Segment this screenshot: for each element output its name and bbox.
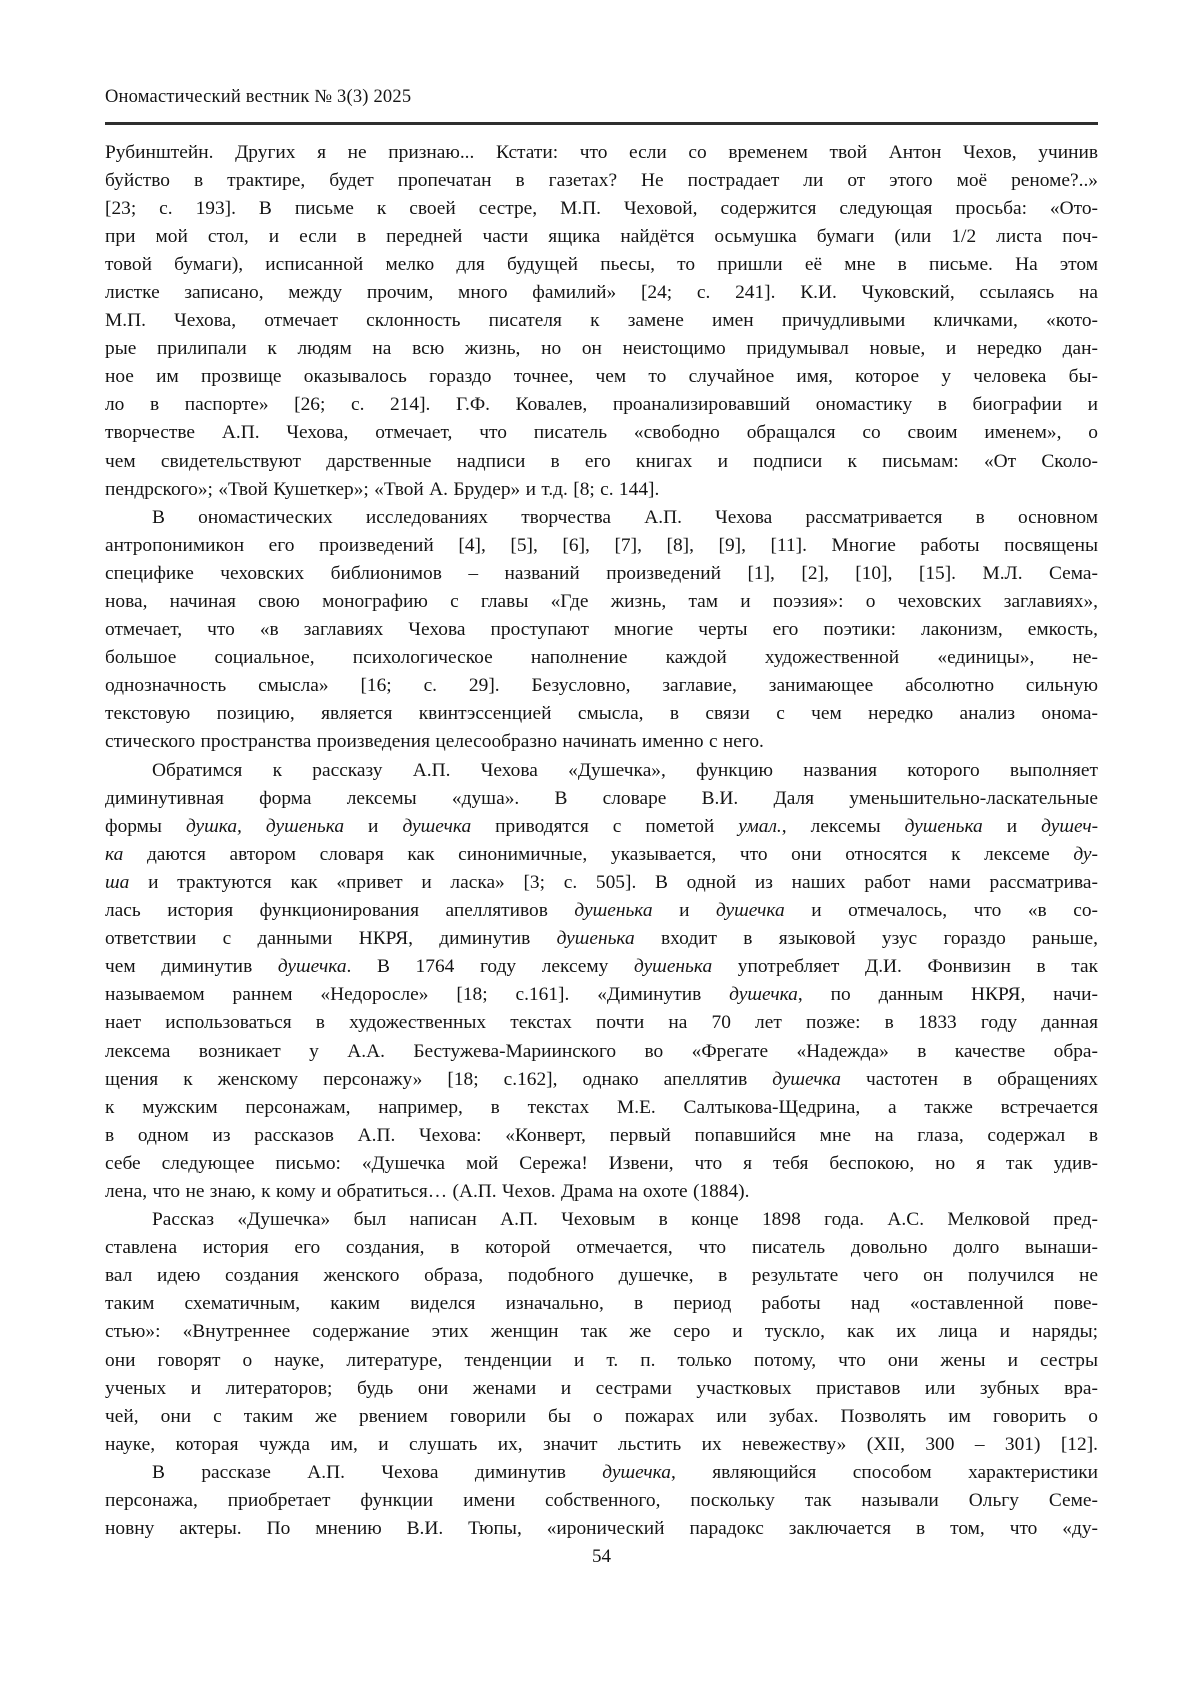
text-line: однозначность смысла» [16; с. 29]. Безусловно, заглавие, занимающее абсолютно сильную (105, 675, 1098, 697)
text-line: стического пространства произведения целесообразно начинать именно с него. (105, 731, 764, 753)
text-line: ответствии с данными НКРЯ, диминутив душенька входит в языковой узус гораздо раньше, (105, 928, 1098, 950)
text-line: специфике чеховских библионимов – названий произведений [1], [2], [10], [15]. М.Л. Сема- (105, 562, 1098, 584)
text-line: нова, начиная свою монографию с главы «Где жизнь, там и поэзия»: о чеховских заглавиях», (105, 591, 1098, 612)
text-line: ное им прозвище оказывалось гораздо точнее, чем то случайное имя, которое у человека бы- (105, 366, 1098, 388)
text-line: щения к женскому персонажу» [18; с.162], однако апеллятив душечка частотен в обращениях (105, 1068, 1098, 1090)
text-line: лексема возникает у А.А. Бестужева-Мариинского во «Фрегате «Надежда» в качестве обра- (105, 1040, 1098, 1062)
paragraph (105, 504, 1098, 757)
text-line: чей, они с таким же рвением говорили бы о пожарах или зубах. Позволять им говорить о (105, 1405, 1098, 1427)
text-line: диминутивная форма лексемы «душа». В словаре В.И. Даля уменьшительно-ласкательные (105, 787, 1098, 809)
text-line: новну актеры. По мнению В.И. Тюпы, «иронический парадокс заключается в том, что «ду- (105, 1518, 1098, 1540)
paragraph (105, 1459, 1098, 1543)
text-line: в одном из рассказов А.П. Чехова: «Конверт, первый попавшийся мне на глаза, содержал в (105, 1124, 1098, 1146)
page-content (105, 0, 1098, 1568)
text-line: отмечает, что «в заглавиях Чехова проступают многие черты его поэтики: лаконизм, емкость, (105, 619, 1098, 641)
text-line: ша и трактуются как «привет и ласка» [3; с. 505]. В одной из наших работ нами рассматрива- (105, 871, 1098, 893)
text-line: ло в паспорте» [26; с. 214]. Г.Ф. Ковалев, проанализировавший ономастику в биографии и (105, 394, 1098, 416)
text-line: лена, что не знаю, к кому и обратиться… (А.П. Чехов. Драма на охоте (1884). (105, 1180, 750, 1202)
text-line: листке записано, между прочим, много фамилий» [24; с. 241]. К.И. Чуковский, ссылаясь на (105, 281, 1098, 303)
text-line: текстовую позицию, является квинтэссенцией смысла, в связи с чем нередко анализ онома- (105, 703, 1098, 725)
text-line: вал идею создания женского образа, подобного душечке, в результате чего он получился не (105, 1265, 1098, 1287)
text-line: творчестве А.П. Чехова, отмечает, что писатель «свободно обращался со своим именем», о (105, 422, 1098, 444)
text-line: лась история функционирования апеллятивов душенька и душечка и отмечалось, что «в со- (105, 900, 1098, 922)
paragraph (105, 757, 1098, 1207)
text-line: большое социальное, психологическое наполнение каждой художественной «единицы», не- (105, 647, 1098, 669)
text-line: при мой стол, и если в передней части ящика найдётся осьмушка бумаги (или 1/2 листа поч- (105, 225, 1098, 247)
text-line: антропонимикон его произведений [4], [5], [6], [7], [8], [9], [11]. Многие работы посвящены (105, 534, 1098, 556)
paragraph (105, 1206, 1098, 1459)
text-line: М.П. Чехова, отмечает склонность писателя к замене имен причудливыми кличками, «кото- (105, 310, 1098, 332)
text-line: формы душка, душенька и душечка приводятся с пометой умал., лексемы душенька и душеч- (105, 815, 1098, 837)
text-line: чем диминутив душечка. В 1764 году лексему душенька употребляет Д.И. Фонвизин в так (105, 956, 1098, 978)
text-line: науке, которая чужда им, и слушать их, значит льстить их невежеству» (XII, 300 – 301) [12]. (105, 1433, 1098, 1455)
text-line: таким схематичным, каким виделся изначально, в период работы над «оставленной пове- (105, 1293, 1098, 1315)
text-line: называемом раннем «Недоросле» [18; с.161]. «Диминутив душечка, по данным НКРЯ, начи- (105, 984, 1098, 1006)
text-line: к мужским персонажам, например, в текстах М.Е. Салтыкова-Щедрина, а также встречается (105, 1096, 1098, 1118)
page-number: 54 (592, 1546, 611, 1568)
text-line: В ономастических исследованиях творчества А.П. Чехова рассматривается в основном (152, 506, 1098, 528)
text-line: ка даются автором словаря как синонимичные, указывается, что они относятся к лексеме ду- (105, 843, 1098, 865)
article-body (105, 139, 1098, 1544)
text-line: В рассказе А.П. Чехова диминутив душечка, являющийся способом характеристики (152, 1461, 1098, 1483)
text-line: рые прилипали к людям на всю жизнь, но он неистощимо придумывал новые, и нередко дан- (105, 338, 1098, 360)
text-line: Рассказ «Душечка» был написан А.П. Чеховым в конце 1898 года. А.С. Мелковой пред- (152, 1209, 1098, 1231)
text-line: Рубинштейн. Других я не признаю... Кстати: что если со временем твой Антон Чехов, учинив (105, 141, 1098, 163)
text-line: себе следующее письмо: «Душечка мой Сережа! Извени, что я тебя беспокою, но я так удив- (105, 1152, 1098, 1174)
text-line: чем свидетельствуют дарственные надписи в его книгах и подписи к письмам: «От Сколо- (105, 450, 1098, 472)
text-line: они говорят о науке, литературе, тенденции и т. п. только потому, что они жены и сестры (105, 1349, 1098, 1371)
text-line: ученых и литераторов; будь они женами и сестрами участковых приставов или зубных вра- (105, 1377, 1098, 1399)
header-rule (105, 122, 1098, 125)
paragraph (105, 139, 1098, 504)
text-line: Обратимся к рассказу А.П. Чехова «Душечка», функцию названия которого выполняет (152, 759, 1098, 781)
text-line: стью»: «Внутреннее содержание этих женщин так же серо и тускло, как их лица и наряды; (105, 1321, 1098, 1343)
text-line: ставлена история его создания, в которой отмечается, что писатель довольно долго вынаши- (105, 1237, 1098, 1259)
journal-header: Ономастический вестник № 3(3) 2025 (105, 87, 412, 107)
text-line: буйство в трактире, будет пропечатан в газетах? Не пострадает ли от этого моё реноме?..» (105, 169, 1098, 191)
text-line: [23; с. 193]. В письме к своей сестре, М.П. Чеховой, содержится следующая просьба: «Ото- (105, 197, 1098, 219)
text-line: персонажа, приобретает функции имени собственного, поскольку так называли Ольгу Семе- (105, 1490, 1098, 1511)
text-line: пендрского»; «Твой Кушеткер»; «Твой А. Брудер» и т.д. [8; с. 144]. (105, 478, 660, 500)
text-line: нает использоваться в художественных текстах почти на 70 лет позже: в 1833 году данная (105, 1012, 1098, 1034)
text-line: товой бумаги), исписанной мелко для будущей пьесы, то пришли её мне в письме. На этом (105, 253, 1098, 275)
